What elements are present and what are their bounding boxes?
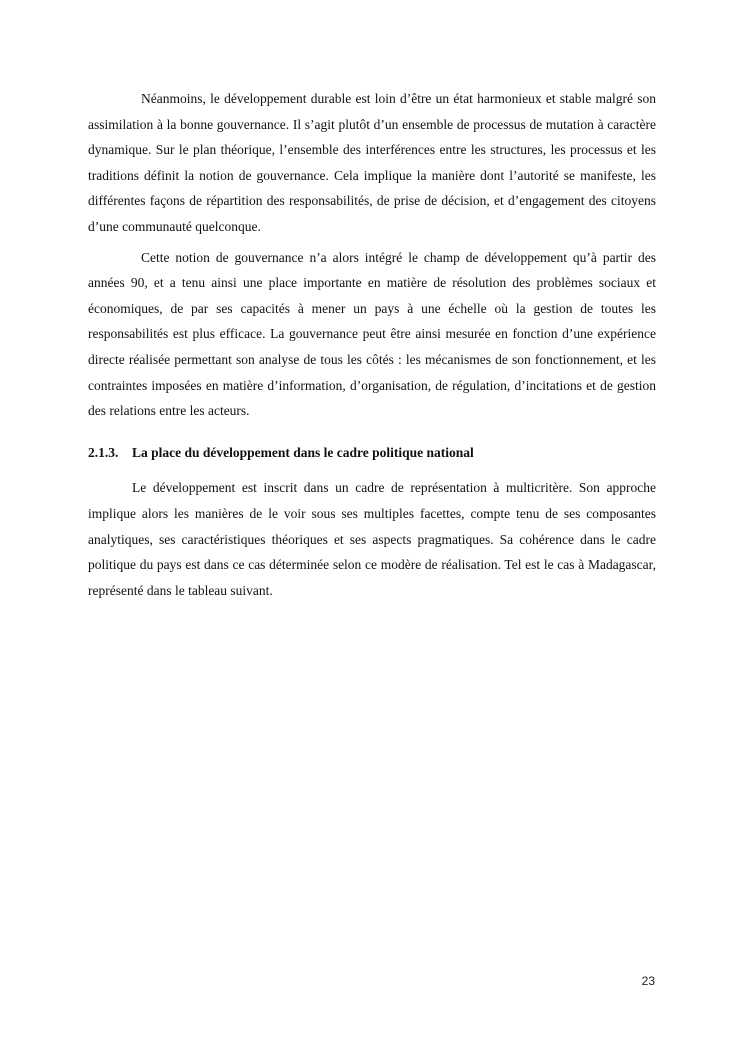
page-number: 23 (641, 974, 655, 988)
paragraph-durable-development: Néanmoins, le développement durable est loin d’être un état harmonieux et stable malgré son assimilation à la bonne gouvernance. Il s’agit plutôt d’un ensemble de processus de mutation à caractère dynamique. Sur le plan théorique, l’ensemble des interférences entre les structures, les processus et les traditions définit la notion de gouvernance. Cela implique la manière dont l’autorité se manifeste, les différentes façons de répartition des responsabilités, de prise de décision, et d’engagement des citoyens d’une communauté quelconque. (88, 91, 656, 234)
section-number: 2.1.3. (88, 444, 119, 460)
section-heading (88, 440, 656, 466)
paragraph-political-framework: Le développement est inscrit dans un cadre de représentation à multicritère. Son approche implique alors les manières de le voir sous ses multiples facettes, compte tenu de ses composantes analytiques, ses caractéristiques théoriques et ses aspects pragmatiques. Sa cohérence dans le cadre politique du pays est dans ce cas déterminée selon ce modère de réalisation. Tel est le cas à Madagascar, représenté dans le tableau suivant. (88, 480, 656, 598)
paragraph-governance-notion: Cette notion de gouvernance n’a alors intégré le champ de développement qu’à partir des années 90, et a tenu ainsi une place importante en matière de résolution des problèmes sociaux et économiques, de par ses capacités à mener un pays à une échelle où la gestion de toutes les responsabilités est plus efficace. La gouvernance peut être ainsi mesurée en fonction d’une expérience directe réalisée permettant son analyse de tous les côtés : les mécanismes de son fonctionnement, et les contraintes imposées en matière d’information, d’organisation, de régulation, d’incitations et de gestion des relations entre les acteurs. (88, 249, 656, 419)
section-title: La place du développement dans le cadre politique national (132, 444, 474, 460)
page-body (88, 86, 656, 603)
